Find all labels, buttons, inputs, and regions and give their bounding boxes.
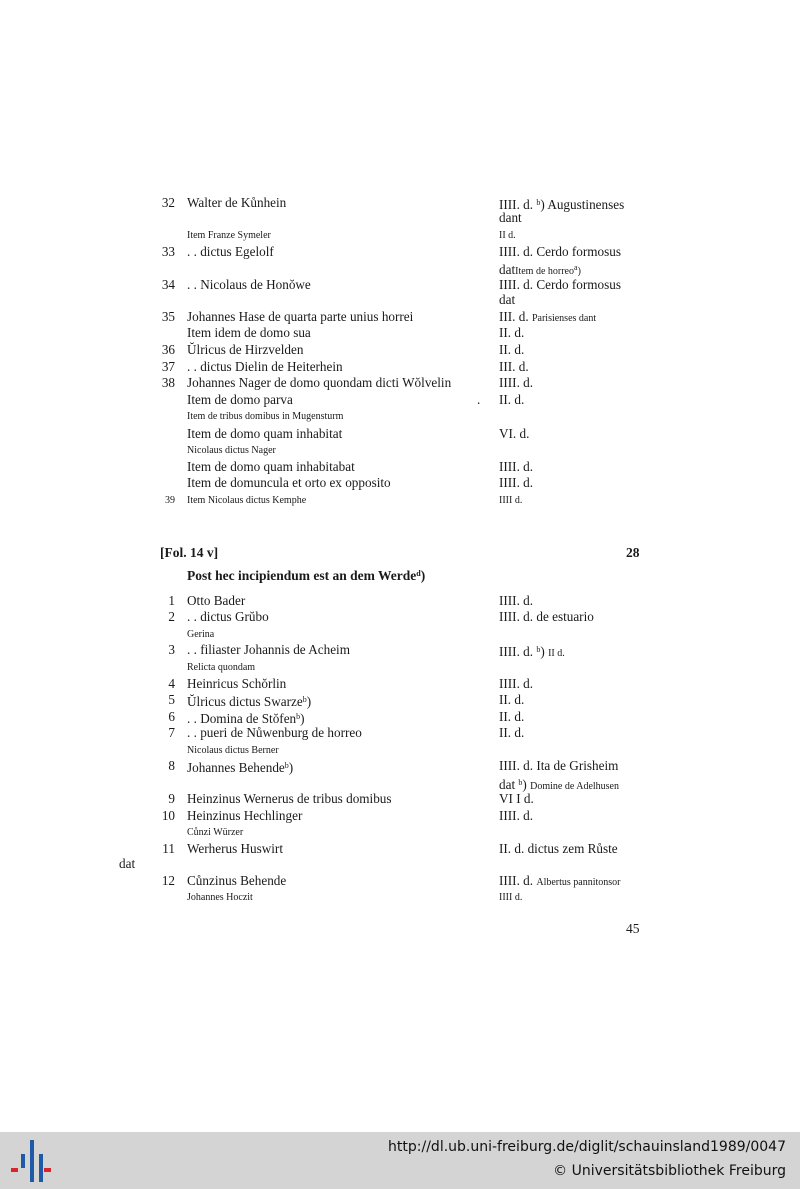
entry-text-main: Otto Bader	[187, 593, 246, 608]
entry-text	[187, 641, 350, 658]
entry-text	[187, 391, 293, 408]
section-heading-close: )	[420, 568, 426, 583]
entry-amount	[499, 341, 524, 358]
entry-amount	[499, 675, 533, 692]
entry-row	[0, 442, 800, 459]
entry-number: 3	[168, 642, 175, 657]
entry-amount	[499, 492, 522, 509]
entry-amount	[499, 425, 529, 442]
entry-amount	[499, 209, 522, 226]
amount-main: IIII. d.	[499, 676, 534, 691]
entry-row	[0, 855, 800, 872]
amount-main: II d.	[499, 230, 516, 241]
amount-main: VI. d.	[499, 426, 530, 441]
copyright-text: © Universitätsbibliothek Freiburg	[553, 1163, 786, 1179]
entry-text-main: Heinricus Schŏrlin	[187, 676, 287, 691]
entry-row	[0, 308, 800, 325]
footnote-close: )	[300, 711, 305, 726]
entry-amount	[499, 608, 594, 625]
entry-text-main: Werherus Huswirt	[187, 841, 283, 856]
amount-main: II. d.	[499, 342, 525, 357]
entry-row	[0, 708, 800, 725]
entry-text-main: Item Franze Symeler	[187, 230, 271, 241]
entry-amount	[499, 391, 524, 408]
amount-rest: )	[540, 644, 549, 659]
amount-main: II. d.	[499, 709, 525, 724]
amount-main: IIII. d.	[499, 459, 534, 474]
entry-text-main: Cůnzi Würzer	[187, 827, 244, 838]
stray-dot: .	[477, 392, 481, 407]
entry-amount	[499, 790, 534, 807]
entry-text	[187, 243, 274, 260]
entry-row	[0, 408, 800, 425]
folio-number: 28	[626, 545, 640, 560]
amount-main: dat	[499, 262, 516, 277]
entry-row	[0, 659, 800, 676]
amount-main: VI I d.	[499, 791, 534, 806]
entry-row	[0, 492, 800, 509]
section-heading-text: Post hec incipiendum est an dem Werde	[187, 568, 417, 583]
entry-text	[187, 659, 255, 676]
entry-number: 12	[161, 873, 175, 888]
entry-row	[0, 374, 800, 391]
entry-number: 36	[161, 342, 175, 357]
entry-amount	[499, 708, 524, 725]
footnote-mark: b	[536, 645, 541, 654]
amount-note: Parisienses dant	[531, 313, 597, 324]
entry-text	[187, 492, 306, 509]
entry-row	[0, 259, 800, 276]
entry-text-main: Item de domo quam inhabitat	[187, 426, 343, 441]
section-heading-sup: d	[416, 569, 421, 578]
entry-row	[0, 592, 800, 609]
entry-number: 8	[168, 758, 175, 773]
entry-amount	[499, 592, 533, 609]
amount-main: III. d.	[499, 309, 532, 324]
amount-rest: ) Augustinenses	[540, 197, 625, 212]
entry-text-main: Item de domo parva	[187, 392, 293, 407]
entry-row	[0, 474, 800, 491]
entry-text	[187, 790, 392, 807]
footnote-close: )	[577, 266, 581, 277]
footnote-close: )	[288, 760, 294, 775]
entry-row	[0, 724, 800, 741]
entry-amount	[119, 855, 135, 872]
entry-text	[187, 675, 286, 692]
entry-row	[0, 872, 800, 889]
footnote-mark: b	[284, 761, 289, 770]
entry-number: 11	[162, 841, 175, 856]
entry-row	[0, 774, 800, 791]
entry-number: 10	[161, 808, 175, 823]
page-number: 45	[626, 921, 640, 936]
entry-amount	[499, 458, 533, 475]
entry-row	[0, 391, 800, 408]
entry-text	[187, 458, 355, 475]
entry-text-main: Gerina	[187, 629, 215, 640]
amount-main: II. d. dictus zem Růste	[499, 841, 618, 856]
entry-row	[0, 291, 800, 308]
amount-main: IIII. d. de estuario	[499, 609, 594, 624]
entry-amount	[499, 724, 524, 741]
amount-main: IIII d.	[499, 495, 523, 506]
entry-amount	[499, 243, 621, 260]
entry-number: 9	[168, 791, 175, 806]
entry-amount	[499, 374, 533, 391]
entry-text-main: Item idem de domo sua	[187, 325, 311, 340]
entry-amount	[499, 474, 533, 491]
amount-main: III. d.	[499, 359, 529, 374]
amount-main: IIII. d.	[499, 475, 534, 490]
entry-text	[187, 474, 391, 491]
entry-row	[0, 641, 800, 658]
amount-rest: )	[522, 777, 531, 792]
entry-row	[0, 889, 800, 906]
entry-text-main: Relicta quondam	[187, 662, 256, 673]
amount-main: IIII. d. Cerdo formosus	[499, 244, 621, 259]
entry-text-main: . . dictus Egelolf	[187, 244, 274, 259]
footer-bar	[0, 1132, 800, 1189]
entry-number: 5	[168, 692, 175, 707]
entry-text	[187, 374, 451, 391]
entry-text-main: Johannes Behende	[187, 760, 285, 775]
entry-text-main: Walter de Kůnhein	[187, 195, 287, 210]
entry-text	[187, 408, 343, 425]
entry-amount	[499, 227, 516, 244]
entry-text-main: . . Nicolaus de Honŏwe	[187, 277, 311, 292]
entry-amount	[499, 358, 529, 375]
amount-main: IIII. d. Cerdo formosus	[499, 277, 621, 292]
entry-text-main: Item de domuncula et orto ex opposito	[187, 475, 391, 490]
entry-row	[0, 358, 800, 375]
amount-main: dat	[499, 292, 516, 307]
entry-text	[187, 358, 343, 375]
entry-row	[0, 790, 800, 807]
amount-main: IIII. d.	[499, 375, 534, 390]
entry-row	[0, 243, 800, 260]
entry-text-main: Johannes Hase de quarta parte unius horrei	[187, 309, 414, 324]
entry-row	[0, 341, 800, 358]
entry-text-main: . . filiaster Johannis de Acheim	[187, 642, 350, 657]
entry-number: 32	[161, 195, 175, 210]
entry-text	[187, 608, 269, 625]
footnote-mark: b	[518, 778, 523, 787]
entry-text	[187, 872, 286, 889]
entry-number: 37	[161, 359, 175, 374]
entry-number: 4	[168, 676, 175, 691]
entry-text	[187, 324, 311, 341]
entry-row	[0, 458, 800, 475]
entry-text-main: Item de tribus domibus in Mugensturm	[187, 411, 344, 422]
entry-row	[0, 675, 800, 692]
footnote-mark: a	[574, 263, 578, 272]
amount-main: IIII. d. Ita de Grisheim	[499, 758, 619, 773]
entry-row	[0, 608, 800, 625]
entry-row	[0, 227, 800, 244]
amount-main: dat	[499, 777, 519, 792]
amount-note: Domine de Adelhusen	[530, 781, 619, 792]
amount-main: IIII. d.	[499, 873, 537, 888]
entry-text	[187, 592, 245, 609]
amount-main: II. d.	[499, 325, 525, 340]
entry-text-main: Item Nicolaus dictus Kemphe	[187, 495, 307, 506]
entry-row	[0, 324, 800, 341]
entry-text	[187, 341, 303, 358]
amount-main: IIII d.	[499, 892, 523, 903]
entry-text	[187, 889, 253, 906]
entry-text	[187, 227, 271, 244]
entry-text	[187, 442, 276, 459]
entry-text	[187, 724, 362, 741]
entry-number: 38	[161, 375, 175, 390]
entry-amount	[499, 807, 533, 824]
entry-row	[0, 425, 800, 442]
source-url-link[interactable]: http://dl.ub.uni-freiburg.de/diglit/schauinsland1989/0047	[388, 1139, 786, 1155]
entry-row	[0, 209, 800, 226]
entry-number: 6	[168, 709, 175, 724]
amount-main: IIII. d.	[499, 593, 534, 608]
entry-number: 39	[165, 495, 175, 506]
entry-text-main: Heinzinus Hechlinger	[187, 808, 303, 823]
entry-text	[187, 807, 302, 824]
entry-text-main: . . pueri de Nůwenburg de horreo	[187, 725, 362, 740]
amount-note: Item de horreo	[515, 266, 574, 277]
amount-main: IIII. d.	[499, 197, 537, 212]
entry-amount	[499, 757, 618, 774]
entry-text-main: Johannes Hoczit	[187, 892, 253, 903]
footnote-mark: b	[536, 198, 541, 207]
amount-note: II d.	[548, 648, 565, 659]
amount-main: II. d.	[499, 692, 525, 707]
entry-text-main: . . dictus Dielin de Heiterhein	[187, 359, 343, 374]
footnote-close: )	[306, 694, 312, 709]
folio-label: [Fol. 14 v]	[160, 545, 219, 560]
entry-amount	[499, 324, 524, 341]
amount-main: dant	[499, 210, 522, 225]
entry-number: 2	[168, 609, 175, 624]
section-heading	[187, 565, 425, 584]
entry-row	[0, 757, 800, 774]
entry-number: 34	[161, 277, 175, 292]
entry-text-main: Ŭlricus de Hirzvelden	[187, 342, 304, 357]
entry-text	[187, 425, 342, 442]
entry-text-main: Item de domo quam inhabitabat	[187, 459, 355, 474]
entry-text-main: . . Domina de Stŏfen	[187, 711, 297, 726]
entry-text	[187, 824, 243, 841]
entry-text	[187, 308, 413, 325]
entry-amount	[499, 889, 522, 906]
amount-note: Albertus pannitonsor	[536, 877, 621, 888]
entry-amount	[499, 691, 524, 708]
entry-row	[0, 691, 800, 708]
amount-main: dat	[119, 856, 136, 871]
footnote-mark: b	[302, 695, 307, 704]
entry-text-main: Nicolaus dictus Nager	[187, 445, 276, 456]
entry-number: 35	[161, 309, 175, 324]
ub-freiburg-logo-icon[interactable]	[11, 1140, 51, 1182]
entry-number: 33	[161, 244, 175, 259]
entry-row	[0, 824, 800, 841]
entry-number: 1	[168, 593, 175, 608]
amount-main: II. d.	[499, 392, 525, 407]
footnote-mark: b	[296, 712, 301, 721]
amount-main: II. d.	[499, 725, 525, 740]
entry-text-main: Ŭlricus dictus Swarze	[187, 694, 303, 709]
amount-main: IIII. d.	[499, 808, 534, 823]
entry-text-main: Johannes Nager de domo quondam dicti Wŏlvelin	[187, 375, 452, 390]
entry-amount	[499, 291, 515, 308]
entry-text-main: Cůnzinus Behende	[187, 873, 287, 888]
entry-text-main: Nicolaus dictus Berner	[187, 745, 279, 756]
entry-number: 7	[168, 725, 175, 740]
entry-text-main: . . dictus Grŭbo	[187, 609, 269, 624]
entry-text-main: Heinzinus Wernerus de tribus domibus	[187, 791, 392, 806]
entry-row	[0, 807, 800, 824]
amount-main: IIII. d.	[499, 644, 537, 659]
